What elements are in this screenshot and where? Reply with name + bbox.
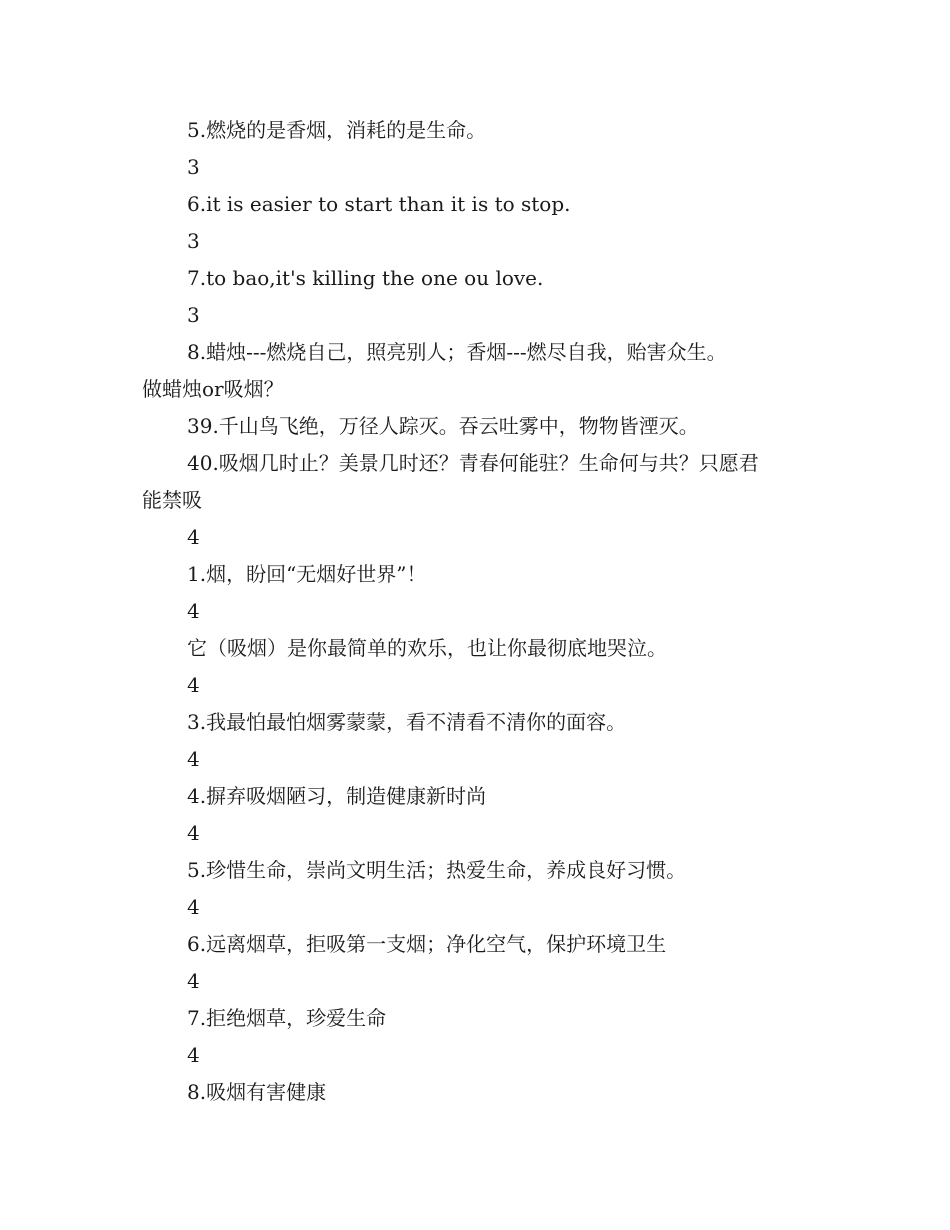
text-line: 它（吸烟）是你最简单的欢乐，也让你最彻底地哭泣。 xyxy=(187,636,667,660)
text-line: 4 xyxy=(187,747,200,771)
text-line: 7.to bao,it's killing the one ou love. xyxy=(187,266,544,290)
text-line: 3 xyxy=(187,229,200,253)
text-line: 40.吸烟几时止？美景几时还？青春何能驻？生命何与共？只愿君 xyxy=(187,451,759,475)
text-line: 1.烟，盼回“无烟好世界”！ xyxy=(187,562,427,586)
text-line: 3.我最怕最怕烟雾蒙蒙，看不清看不清你的面容。 xyxy=(187,710,627,734)
text-line: 做蜡烛or吸烟？ xyxy=(142,377,284,401)
text-line: 4 xyxy=(187,821,200,845)
text-line: 4 xyxy=(187,525,200,549)
text-line: 4 xyxy=(187,895,200,919)
text-line: 6.it is easier to start than it is to stop. xyxy=(187,192,571,216)
document-body xyxy=(142,112,822,1111)
text-line: 6.远离烟草，拒吸第一支烟；净化空气，保护环境卫生 xyxy=(187,932,667,956)
text-line: 4 xyxy=(187,1043,200,1067)
text-line: 3 xyxy=(187,303,200,327)
text-line: 4 xyxy=(187,599,200,623)
text-line: 39.千山鸟飞绝，万径人踪灭。吞云吐雾中，物物皆湮灭。 xyxy=(187,414,699,438)
text-line: 5.燃烧的是香烟，消耗的是生命。 xyxy=(187,118,487,142)
text-line: 4.摒弃吸烟陋习，制造健康新时尚 xyxy=(187,784,487,808)
text-line: 8.吸烟有害健康 xyxy=(187,1080,327,1104)
text-line: 能禁吸 xyxy=(142,488,202,512)
text-line: 3 xyxy=(187,155,200,179)
text-line: 5.珍惜生命，崇尚文明生活；热爱生命，养成良好习惯。 xyxy=(187,858,687,882)
text-line: 8.蜡烛---燃烧自己，照亮别人；香烟---燃尽自我，贻害众生。 xyxy=(187,340,727,364)
text-line: 4 xyxy=(187,969,200,993)
text-line: 7.拒绝烟草，珍爱生命 xyxy=(187,1006,387,1030)
text-line: 4 xyxy=(187,673,200,697)
